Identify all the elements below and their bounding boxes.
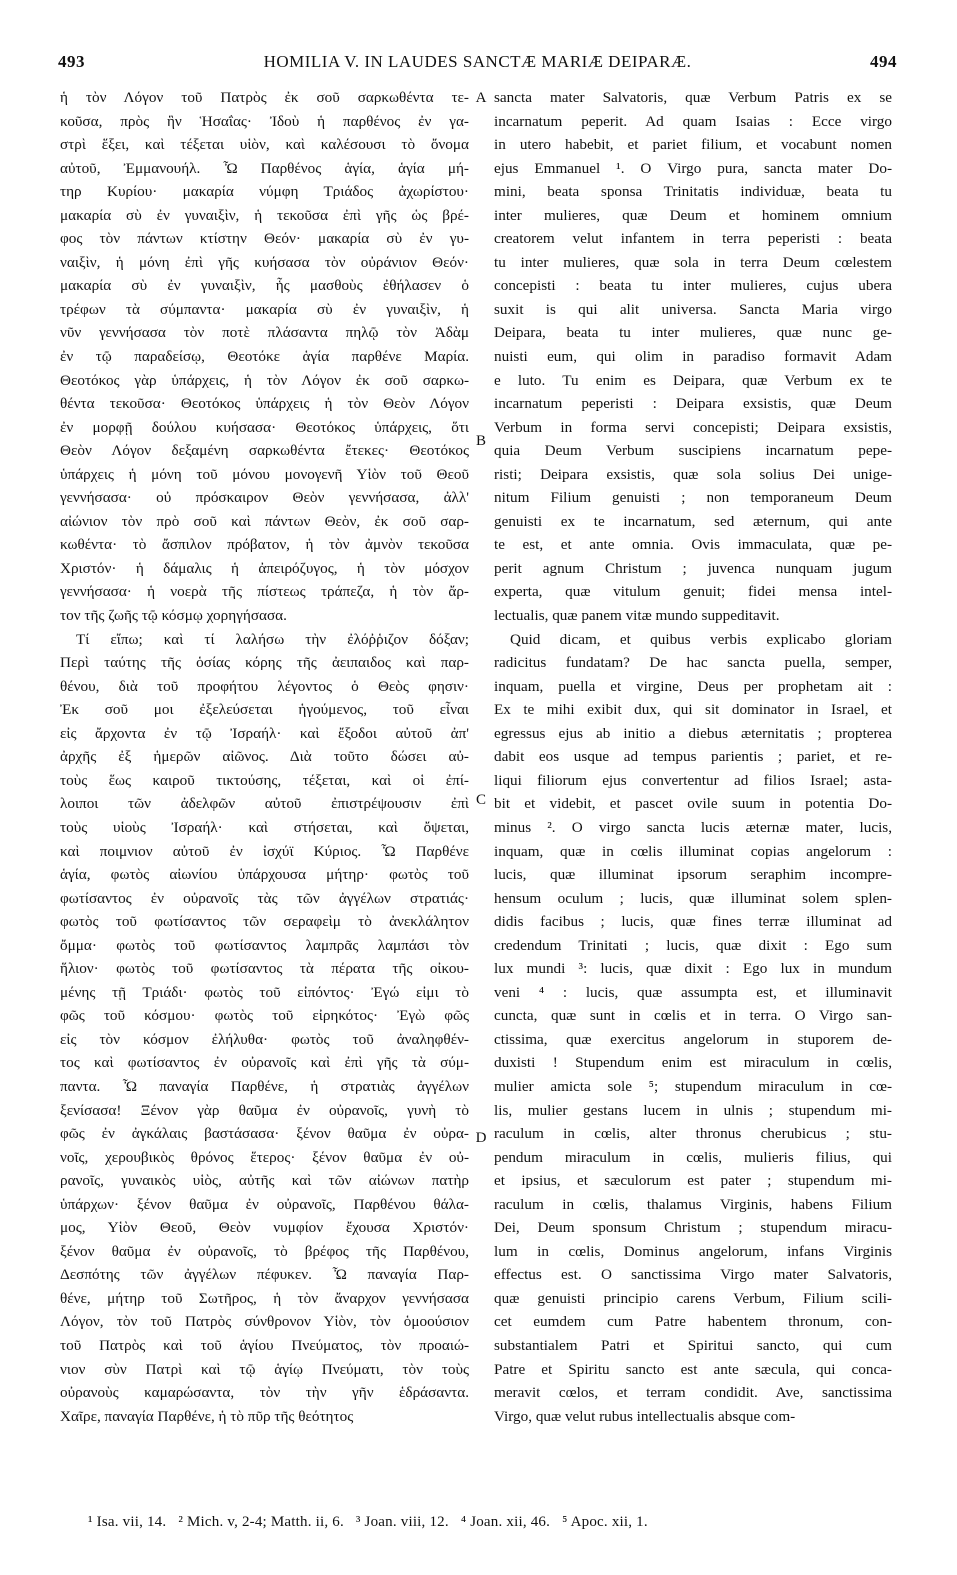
greek-text-line: γεννήσασα· ἡ νοερὰ τῆς πίστεως τράπεζα, ἡ τὸν ἄρ- <box>60 583 469 601</box>
latin-text-line: didis facibus ; lucis, quæ fines terræ illuminat ad <box>494 913 892 931</box>
greek-text-line: κωθέντα· τὸ ἄσπιλον πρόβατον, ἡ τὸν ἀμνὸν τεκοῦσα <box>60 536 469 554</box>
greek-text-line: θέντα τεκοῦσα· Θεοτόκος ὑπάρχεις ἡ τὸν Θεὸν Λόγον <box>60 395 469 413</box>
latin-text-line: duxisti ! Stupendum enim est miraculum in cœlis, <box>494 1054 892 1072</box>
latin-text-line: ctissima, quæ exercitus angelorum in stuporem de- <box>494 1030 892 1048</box>
latin-text-line: lucis, quæ illuminat ipsorum seraphim incompre- <box>494 866 892 884</box>
greek-text-line: ἥλιον· φωτὸς τοῦ φωτίσαντος τὰ πέρατα τῆς οἰκου- <box>60 960 469 978</box>
latin-text-line: veni ⁴ : lucis, quæ assumpta est, et illuminavit <box>494 983 892 1001</box>
greek-text-line: ὑπάρχων· ξένον θαῦμα ἐν οὐρανοῖς, Παρθένου θάλα- <box>60 1195 469 1213</box>
greek-text-line: τοῦ Πατρὸς καὶ τοῦ ἁγίου Πνεύματος, τὸν προαιώ- <box>60 1336 469 1354</box>
latin-text-line: quæ genuisti principio carens Verbum, Filium scili- <box>494 1289 892 1307</box>
latin-text-line: te est, et ante omnia. Ovis immaculata, quæ pe- <box>494 536 892 554</box>
latin-text-line: liqui filiorum ejus convertentur ad filios Israel; asta- <box>494 771 892 789</box>
latin-text-line: lis, mulier gestans lucem in ulnis ; stupendum mi- <box>494 1101 892 1119</box>
greek-text-line: Θεοτόκος γὰρ ὑπάρχεις, ἡ τὸν Λόγον ἐκ σοῦ σαρκω- <box>60 371 469 389</box>
latin-text-line: creatorem velut infantem in terra peperisti : beata <box>494 230 892 248</box>
latin-text-line: effectus est. O sanctissima Virgo mater Salvatoris, <box>494 1266 892 1284</box>
latin-text-line: Deipara, beata tu inter mulieres, quæ nunc ge- <box>494 324 892 342</box>
latin-text-line: credendum Trinitati ; lucis, quæ dixit : Ego sum <box>494 936 892 954</box>
latin-text-line: in utero habebit, et pariet filium, et vocabunt nomen <box>494 136 892 154</box>
greek-text-line: ἁγία, φωτὸς αἰωνίου ὑπάρχουσα μήτηρ· φωτὸς τοῦ <box>60 866 469 884</box>
latin-text-line: egressus ejus ab initio a diebus æternitatis ; propterea <box>494 724 892 742</box>
greek-text-line: εἰς τὸν κόσμον ἐλήλυθα· φωτὸς τοῦ ἀναληφθέν- <box>60 1030 469 1048</box>
greek-text-line: μος, Υἱὸν Θεοῦ, Θεὸν νυμφίον ἔχουσα Χριστόν· <box>60 1219 469 1237</box>
greek-text-line: φῶς τοῦ κόσμου· φωτὸς τοῦ εἰρηκότος· Ἐγὼ φῶς <box>60 1007 469 1025</box>
latin-text-line: quia Deum Verbum suscipiens incarnatum pepe- <box>494 442 892 460</box>
latin-text-line: cuncta, quæ sunt in cœlis et in terra. O Virgo san- <box>494 1007 892 1025</box>
greek-text-line: Χριστόν· ἡ δάμαλις ἡ ἀπειρόζυγος, ἡ τὸν μόσχον <box>60 559 469 577</box>
greek-text-line: τοὺς ἕως καιροῦ τικτούσης, τέξεται, καὶ οἱ ἐπί- <box>60 771 469 789</box>
latin-text-line: radicitus fundatam? De hac sancta puella, semper, <box>494 654 892 672</box>
greek-text-line: ἐν μορφῇ δούλου κυήσασα· Θεοτόκος ὑπάρχεις, ὅτι <box>60 418 469 436</box>
margin-letter-c: C <box>475 792 486 808</box>
greek-text-line: παντα. Ὦ παναγία Παρθένε, ἡ στρατιὰς ἀγγέλων <box>60 1077 469 1095</box>
greek-column <box>60 86 469 1428</box>
latin-text-line: cet eumdem cum Patre habentem thronum, con- <box>494 1313 892 1331</box>
latin-text-line: tu inter mulieres, quæ sola in terra Deum cœlestem <box>494 253 892 271</box>
greek-text-line: φωτίσαντος ἐν οὐρανοῖς τὰς τῶν ἀγγέλων στρατιάς· <box>60 889 469 907</box>
latin-text-line: mini, beata sponsa Trinitatis individuæ, beata tu <box>494 183 892 201</box>
latin-text-line: inter mulieres, quæ Deum et hominem omnium <box>494 206 892 224</box>
greek-text-line: οὐρανοὺς καμαρώσαντα, τὸν τὴν γῆν ἑδράσαντα. <box>60 1384 469 1402</box>
latin-text-line: pendum miraculum in cœlis, mulieris filius, qui <box>494 1148 892 1166</box>
latin-text-line: inquam, puella et virgine, Deus per prophetam ait : <box>494 677 892 695</box>
footnote: ² Mich. v, 2-4; Matth. ii, 6. <box>178 1514 344 1530</box>
greek-text-line: κοῦσα, πρὸς ἣν Ἡσαΐας· Ἰδοὺ ἡ παρθένος ἐν γα- <box>60 112 469 130</box>
greek-text-line: στρὶ ἕξει, καὶ τέξεται υἱὸν, καὶ καλέσουσι τὸ ὄνομα <box>60 136 469 154</box>
latin-text-line: nuisti eum, qui olim in paradiso formavit Adam <box>494 348 892 366</box>
greek-text-line: ἐν τῷ παραδείσῳ, Θεοτόκε ἁγία παρθένε Μαρία. <box>60 348 469 366</box>
footnote: ⁵ Apoc. xii, 1. <box>562 1514 648 1530</box>
greek-text-line: ναιξὶν, ἡ μόνη ἐπὶ γῆς κυήσασα τὸν οὐράνιον Θεόν· <box>60 253 469 271</box>
greek-text-line: νιον σὺν Πατρὶ καὶ τῷ ἁγίῳ Πνεύματι, τὸν τοὺς <box>60 1360 469 1378</box>
latin-text-line: Patre et Spiritu sancto est ante sæcula, qui conca- <box>494 1360 892 1378</box>
greek-text-line: τον τῆς ζωῆς τῷ κόσμῳ χορηγήσασα. <box>60 607 287 625</box>
latin-text-line: meravit cœlos, et terram condidit. Ave, sanctissima <box>494 1384 892 1402</box>
running-title: HOMILIA V. IN LAUDES SANCTÆ MARIÆ DEIPARÆ. <box>263 52 692 71</box>
greek-text-line: Δεσπότης τῶν ἀγγέλων πέφυκεν. Ὦ παναγία Παρ- <box>60 1266 469 1284</box>
greek-text-line: εἰς ἄρχοντα ἐν τῷ Ἰσραήλ· καὶ ἔξοδοι αὐτοῦ ἀπ' <box>60 724 469 742</box>
greek-text-line: τοὺς υἱοὺς Ἰσραήλ· καὶ στήσεται, καὶ ὄψεται, <box>60 818 469 836</box>
latin-text-line: raculum in cœlis, alter thronus cherubicus ; stu- <box>494 1125 892 1143</box>
footnote: ⁴ Joan. xii, 46. <box>460 1514 551 1530</box>
margin-letter-d: D <box>475 1130 487 1146</box>
greek-text-line: μακαρία σὺ ἐν γυναιξὶν, ἧς μασθοὺς ἐθήλασεν ὁ <box>60 277 469 295</box>
greek-text-line: τος καὶ φωτίσαντος ἐν οὐρανοῖς καὶ ἐπὶ γῆς τὰ σύμ- <box>60 1054 469 1072</box>
greek-text-line: μένης τῇ Τριάδι· φωτὸς τοῦ εἰπόντος· Ἐγώ εἰμι τὸ <box>60 983 469 1001</box>
greek-text-line: Τί εἴπω; καὶ τί λαλήσω τὴν ἐλόῤῥιζον δόξαν; <box>76 630 469 648</box>
latin-text-line: Virgo, quæ velut rubus intellectualis absque com- <box>494 1407 796 1425</box>
latin-text-line: raculum in cœlis, thalamus Virginis, habens Filium <box>494 1195 892 1213</box>
latin-text-line: e luto. Tu enim es Deipara, quæ Verbum ex te <box>494 371 892 389</box>
latin-text-line: nitum Filium genuisti ; non temporaneum Deum <box>494 489 892 507</box>
greek-text-line: γεννήσασα· οὐ πρόσκαιρον Θεὸν γεννήσασα, ἀλλ' <box>60 489 469 507</box>
greek-text-line: νοῖς, χερουβικὸς θρόνος ἕτερος· ξένον θαῦμα ἐν οὐ- <box>60 1148 469 1166</box>
latin-text-line: risti; Deipara exsistis, quæ sola solius Dei unige- <box>494 465 892 483</box>
latin-text-line: et ipsius, et sæculorum est pater ; stupendum mi- <box>494 1172 892 1190</box>
margin-letter-a: A <box>475 90 487 106</box>
latin-text-line: experta, quæ vitulum genuit; fidei mensa intel- <box>494 583 892 601</box>
greek-text-line: θένου, διὰ τοῦ προφήτου λέγοντος ὁ Θεὸς φησιν· <box>60 677 469 695</box>
latin-text-line: Dei, Deum sponsum Christum ; stupendum miracu- <box>494 1219 892 1237</box>
latin-text-line: lum in cœlis, Dominus angelorum, infans Virginis <box>494 1242 892 1260</box>
latin-column <box>494 86 892 1428</box>
greek-text-line: τηρ Κυρίου· μακαρία νύμφη Τριάδος ἀχωρίστου· <box>60 183 469 201</box>
greek-text-line: ξένον θαῦμα ἐν οὐρανοῖς, τὸ βρέφος τῆς Παρθένου, <box>60 1242 469 1260</box>
latin-text-line: minus ². O virgo sancta lucis æternæ mater, lucis, <box>494 818 892 836</box>
greek-text-line: ἡ τὸν Λόγον τοῦ Πατρὸς ἐκ σοῦ σαρκωθέντα τε- <box>60 89 469 106</box>
greek-text-line: Λόγον, τὸν τοῦ Πατρὸς σύνθρονον Υἱὸν, τὸν ὁμοούσιον <box>60 1313 469 1331</box>
latin-text-line: inquam, quæ in cœlis illuminat copias angelorum : <box>494 842 892 860</box>
greek-text-line: καὶ ποιμνιον αὐτοῦ ἐν ἰσχύϊ Κύριος. Ὦ Παρθένε <box>60 842 469 860</box>
page-header <box>58 52 897 76</box>
latin-text-line: sancta mater Salvatoris, quæ Verbum Patris ex se <box>494 89 892 106</box>
page-number-left: 493 <box>58 52 85 71</box>
latin-text-line: Ex te mihi exibit dux, qui sit dominator in Israel, et <box>494 701 892 719</box>
greek-text-line: φωτὸς τοῦ φωτίσαντος τῶν σεραφεὶμ τὸ ἀνεκλάλητον <box>60 913 469 931</box>
latin-text-line: substantialem Patri et Spiritui sancto, qui cum <box>494 1336 892 1354</box>
latin-text-line: bit et videbit, et pascet ovile suum in potentia Do- <box>494 795 892 813</box>
greek-text-line: ρανοῖς, γυναικὸς υἱὸς, αὐτῆς καὶ τῶν αἰώνων πατὴρ <box>60 1172 469 1190</box>
latin-text-line: mulier amicta sole ⁵; stupendum miraculum in cœ- <box>494 1077 892 1095</box>
greek-text-line: μακαρία σὺ ἐν γυναιξὶν, ἡ τεκοῦσα ἐπὶ γῆς ὡς βρέ- <box>60 206 469 224</box>
margin-letter-b: B <box>475 433 486 449</box>
latin-text-line: incarnatum peperit. Ad quam Isaias : Ecce virgo <box>494 112 892 130</box>
greek-text-line: φος τὸν πάντων κτίστην Θεόν· μακαρία σὺ ἐν γυ- <box>60 230 469 248</box>
greek-text-line: ὑπάρχεις ἡ μόνη τοῦ μόνου μονογενῆ Υἱὸν τοῦ Θεοῦ <box>60 465 469 483</box>
latin-text-line: Verbum in forma servi concepisti; Deipara exsistis, <box>494 418 892 436</box>
greek-text-line: ξενίσασα! Ξένον γὰρ θαῦμα ἐν οὐρανοῖς, γυνὴ τὸ <box>60 1101 469 1119</box>
greek-text-line: λοιποι τῶν ἀδελφῶν αὐτοῦ ἐπιστρέψουσιν ἐπὶ <box>60 795 469 813</box>
latin-text-line: lux mundi ³: lucis, quæ dixit : Ego lux in mundum <box>494 960 892 978</box>
greek-text-line: φῶς ἐν ἀγκάλαις βαστάσασα· ξένον θαῦμα ἐν οὐρα- <box>60 1125 469 1143</box>
greek-text-line: τρέφων τὰ σύμπαντα· μακαρία σὺ ἐν γυναιξὶν, ἡ <box>60 300 469 318</box>
greek-text-line: Χαῖρε, παναγία Παρθένε, ἡ τὸ πῦρ τῆς θεότητος <box>60 1407 354 1425</box>
latin-text-line: ejus Emmanuel ¹. O Virgo pura, sancta mater Do- <box>494 159 892 177</box>
latin-text-line: perit agnum Christum ; juvenca nunquam jugum <box>494 559 892 577</box>
greek-text-line: θένε, μήτηρ τοῦ Σωτῆρος, ἡ τὸν ἄναρχον γεννήσασα <box>60 1289 469 1307</box>
greek-text-line: νῦν γεννήσασα τὸν ποτὲ πλάσαντα πηλῷ τὸν Ἀδὰμ <box>60 324 469 342</box>
greek-text-line: αἰώνιον τὸν πρὸ σοῦ καὶ πάντων Θεὸν, ἐκ σοῦ σαρ- <box>60 512 469 530</box>
latin-text-line: Quid dicam, et quibus verbis explicabo gloriam <box>510 630 892 648</box>
latin-text-line: concepisti : beata tu inter mulieres, cujus ubera <box>494 277 892 295</box>
latin-text-line: dabit eos usque ad tempus parientis ; pariet, et re- <box>494 748 892 766</box>
latin-text-line: hensum oculum ; lucis, quæ illuminat solem splen- <box>494 889 892 907</box>
greek-text-line: Θεὸν Λόγον δεξαμένη σαρκωθέντα ἔτεκες· Θεοτόκος <box>60 442 469 460</box>
page-number-right: 494 <box>870 52 897 71</box>
footnote: ¹ Isa. vii, 14. <box>88 1514 167 1530</box>
footnotes <box>88 1514 897 1531</box>
greek-text-line: ὄμμα· φωτὸς τοῦ φωτίσαντος λαμπρᾶς λαμπάσι τὸν <box>60 936 469 954</box>
footnote: ³ Joan. viii, 12. <box>355 1514 449 1530</box>
latin-text-line: incarnatum peperisti : Deipara exsistis, quæ Deum <box>494 395 892 413</box>
latin-text-line: lectualis, quæ panem vitæ mundo suppeditavit. <box>494 607 780 625</box>
greek-text-line: αὐτοῦ, Ἐμμανουήλ. Ὦ Παρθένος ἁγία, ἁγία μή- <box>60 159 469 177</box>
greek-text-line: Ἐκ σοῦ μοι ἐξελεύσεται ἡγούμενος, τοῦ εἶναι <box>60 701 469 719</box>
latin-text-line: genuisti ex te incarnatum, sed æternum, qui ante <box>494 512 892 530</box>
greek-text-line: Περὶ ταύτης τῆς ὁσίας κόρης τῆς ἀειπαιδος καὶ παρ- <box>60 654 469 672</box>
latin-text-line: suxit is qui alit universa. Sancta Maria virgo <box>494 300 892 318</box>
greek-text-line: ἀρχῆς ἐξ ἡμερῶν αἰῶνος. Διὰ τοῦτο δώσει αὐ- <box>60 748 469 766</box>
